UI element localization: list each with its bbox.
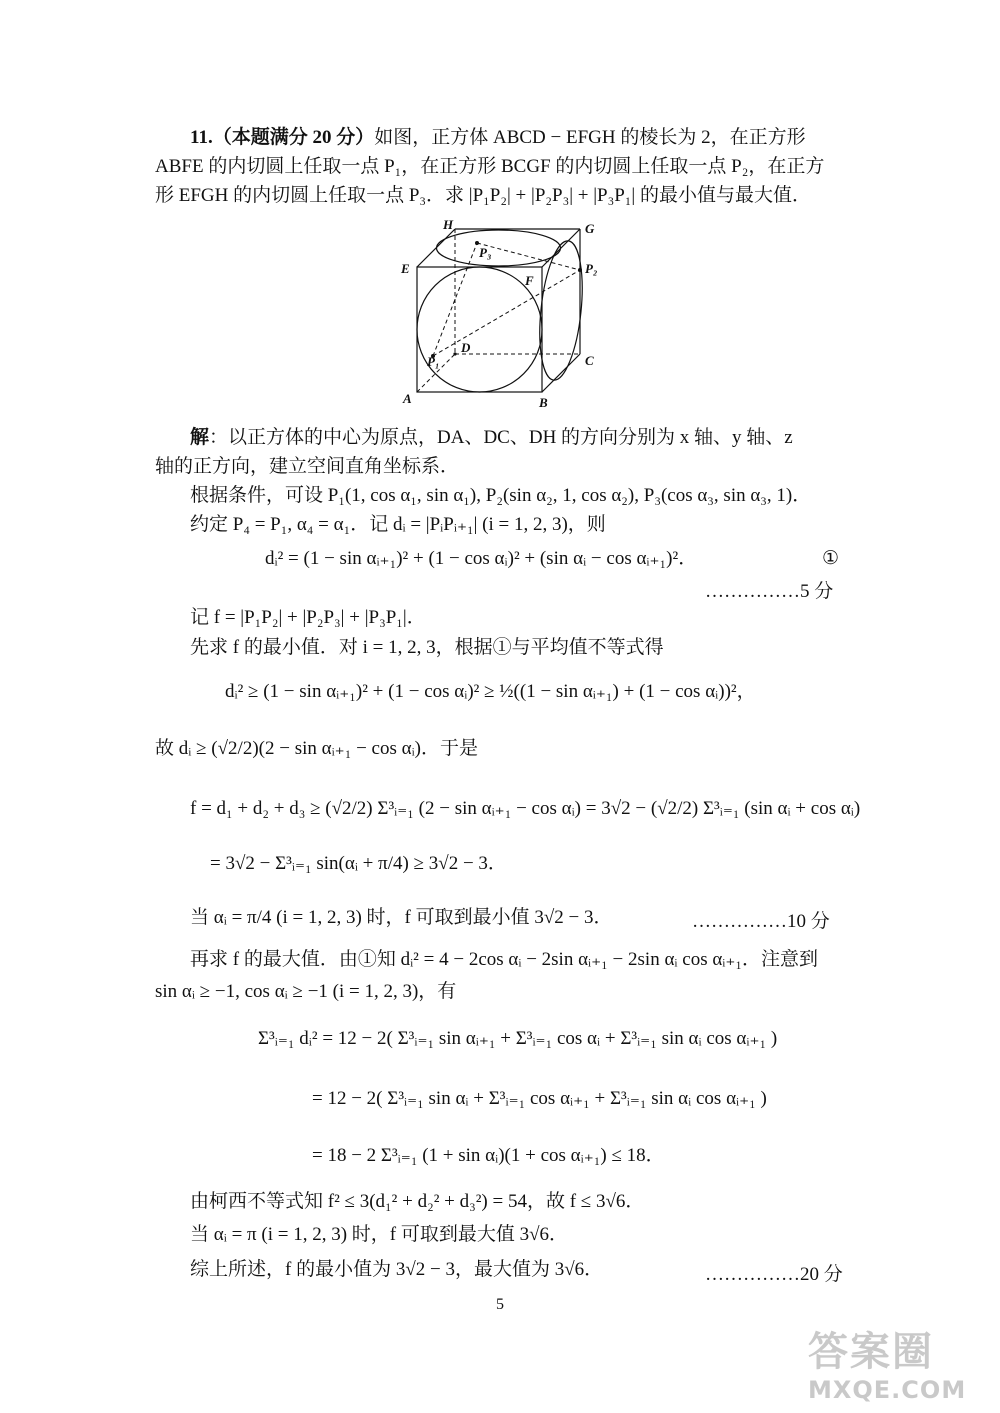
solution-line-11: = 3√2 − Σ³ᵢ₌₁ sin(αᵢ + π/4) ≥ 3√2 − 3． <box>210 853 507 874</box>
label-P3: P₃ <box>479 245 492 260</box>
equation-mark-1: ① <box>822 548 840 569</box>
label-B: B <box>539 395 548 410</box>
label-C: C <box>585 353 594 368</box>
solution-line-7: 先求 f 的最小值．对 i = 1, 2, 3，根据①与平均值不等式得 <box>190 637 664 658</box>
label-P1: P₁ <box>427 354 440 369</box>
solution-text-1: ：以正方体的中心为原点，DA、DC、DH 的方向分别为 x 轴、y 轴、z <box>209 427 793 448</box>
score-5: ……………5 分 <box>705 581 834 602</box>
problem-score-note: （本题满分 20 分） <box>212 127 375 148</box>
problem-line-3: 形 EFGH 的内切圆上任取一点 P₃．求 |P₁P₂| + |P₂P₃| + |P₃P₁| 的最小值与最大值． <box>155 185 811 206</box>
page-number: 5 <box>496 1296 504 1313</box>
solution-line-10: f = d₁ + d₂ + d₃ ≥ (√2/2) Σ³ᵢ₌₁ (2 − sin αᵢ₊₁ − cos αᵢ) = 3√2 − (√2/2) Σ³ᵢ₌₁ (sin αᵢ + cos αᵢ) <box>190 798 861 819</box>
problem-number: 11. <box>190 127 213 148</box>
solution-line-5: dᵢ² = (1 − sin αᵢ₊₁)² + (1 − cos αᵢ)² + (sin αᵢ − cos αᵢ₊₁)²． <box>265 548 698 569</box>
label-E: E <box>401 261 410 276</box>
label-A: A <box>403 391 412 406</box>
front-incircle <box>417 267 542 392</box>
solution-line-6: 记 f = |P₁P₂| + |P₂P₃| + |P₃P₁|． <box>190 607 426 628</box>
solution-line-3: 根据条件，可设 P₁(1, cos α₁, sin α₁), P₂(sin α₂, 1, cos α₂), P₃(cos α₃, sin α₃, 1)． <box>190 485 812 506</box>
solution-head: 解 <box>190 427 210 448</box>
solution-line-13: 再求 f 的最大值．由①知 dᵢ² = 4 − 2cos αᵢ − 2sin αᵢ₊₁ − 2sin αᵢ cos αᵢ₊₁．注意到 <box>190 949 819 970</box>
cube-figure <box>395 215 615 410</box>
watermark-logo: 答案圈 <box>808 1329 934 1375</box>
solution-line-19: 当 αᵢ = π (i = 1, 2, 3) 时，f 可取到最大值 3√6． <box>190 1224 569 1245</box>
solution-line-20: 综上所述，f 的最小值为 3√2 − 3，最大值为 3√6． <box>190 1259 604 1280</box>
solution-line-16: = 12 − 2( Σ³ᵢ₌₁ sin αᵢ + Σ³ᵢ₌₁ cos αᵢ₊₁ + Σ³ᵢ₌₁ sin αᵢ cos αᵢ₊₁ ) <box>312 1088 767 1109</box>
solution-line-2: 轴的正方向，建立空间直角坐标系． <box>155 456 460 477</box>
solution-line-9: 故 dᵢ ≥ (√2/2)(2 − sin αᵢ₊₁ − cos αᵢ)．于是 <box>155 738 479 759</box>
solution-line-4: 约定 P₄ = P₁, α₄ = α₁．记 dᵢ = |PᵢPᵢ₊₁| (i = 1, 2, 3)，则 <box>190 514 606 535</box>
label-F: F <box>525 273 534 288</box>
label-P2: P₂ <box>585 261 598 276</box>
solution-line-12: 当 αᵢ = π/4 (i = 1, 2, 3) 时，f 可取到最小值 3√2 − 3． <box>190 907 613 928</box>
solution-line-14: sin αᵢ ≥ −1, cos αᵢ ≥ −1 (i = 1, 2, 3)，有 <box>155 981 457 1002</box>
problem-line-2: ABFE 的内切圆上任取一点 P₁，在正方形 BCGF 的内切圆上任取一点 P₂，在正方 <box>155 156 825 177</box>
label-G: G <box>585 221 595 236</box>
problem-text-1: 如图，正方体 ABCD − EFGH 的棱长为 2，在正方形 <box>374 127 806 148</box>
problem-line-1 <box>190 124 806 152</box>
label-H: H <box>443 217 454 232</box>
solution-line-15: Σ³ᵢ₌₁ dᵢ² = 12 − 2( Σ³ᵢ₌₁ sin αᵢ₊₁ + Σ³ᵢ₌₁ cos αᵢ + Σ³ᵢ₌₁ sin αᵢ cos αᵢ₊₁ ) <box>258 1028 778 1049</box>
solution-line-17: = 18 − 2 Σ³ᵢ₌₁ (1 + sin αᵢ)(1 + cos αᵢ₊₁) ≤ 18． <box>312 1145 665 1166</box>
solution-line-1 <box>190 424 793 452</box>
score-20: ……………20 分 <box>705 1264 843 1285</box>
cube-front-face <box>417 267 542 392</box>
score-10: ……………10 分 <box>692 911 830 932</box>
watermark-url: MXQE.COM <box>808 1376 967 1404</box>
solution-line-18: 由柯西不等式知 f² ≤ 3(d₁² + d₂² + d₃²) = 54，故 f ≤ 3√6． <box>190 1191 645 1212</box>
solution-line-8: dᵢ² ≥ (1 − sin αᵢ₊₁)² + (1 − cos αᵢ)² ≥ ½((1 − sin αᵢ₊₁) + (1 − cos αᵢ))²， <box>225 681 756 702</box>
label-D: D <box>461 340 471 355</box>
